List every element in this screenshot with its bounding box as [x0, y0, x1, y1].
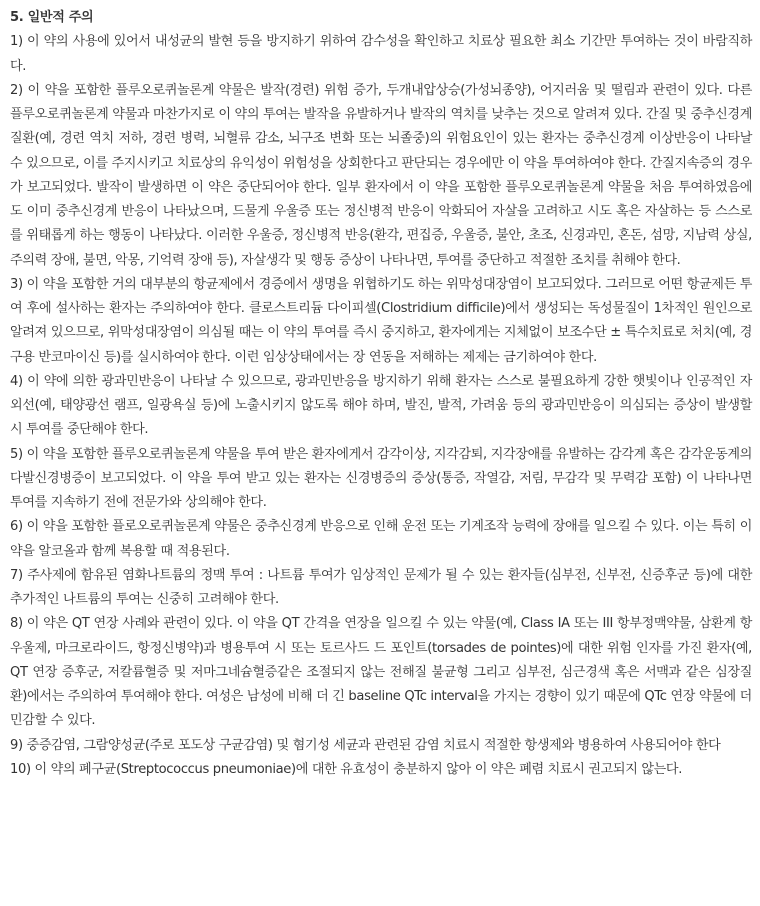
- paragraph-7: 7) 주사제에 함유된 염화나트륨의 정맥 투여 : 나트륨 투여가 임상적인 문제가 될 수 있는 환자들(심부전, 신부전, 신증후군 등)에 대한 추가적인 나트륨의 투여는 신중히 고려해야 한다.: [10, 567, 752, 607]
- paragraph-9: 9) 중증감염, 그람양성균(주로 포도상 구균감염) 및 혐기성 세균과 관련된 감염 치료시 적절한 항생제와 병용하여 사용되어야 한다: [10, 737, 721, 753]
- section-title: 5. 일반적 주의: [10, 10, 94, 25]
- paragraph-8: 8) 이 약은 QT 연장 사례와 관련이 있다. 이 약을 QT 간격을 연장을 일으킬 수 있는 약물(예, Class IA 또는 III 항부정맥약물, 삼환계 항우울제, 마크로라이드, 항정신병약)과 병용투여 시 또는 토르사드 드 포인트(torsades de pointes)에 대한 위험 인자를 가진 환자(예, QT 연장 증후군, 저칼륨혈증 및 저마그네슘혈증같은 조절되지 않는 전해질 불균형 그리고 심부전, 심근경색 혹은 서맥과 같은 심장질환)에서는 주의하여 투여해야 한다. 여성은 남성에 비해 더 긴 baseline QTc interval을 가지는 경향이 있기 때문에 QTc 연장 약물에 더 민감할 수 있다.: [10, 616, 752, 729]
- paragraph-3: 3) 이 약을 포함한 거의 대부분의 항균제에서 경증에서 생명을 위협하기도 하는 위막성대장염이 보고되었다. 그러므로 어떤 항균제든 투여 후에 설사하는 환자는 주의하여야 한다. 클로스트리듐 다이피셀(Clostridium difficile)에서 생성되는 독성물질이 1차적인 원인으로 알려져 있으므로, 위막성대장염이 의심될 때는 이 약의 투여를 즉시 중지하고, 환자에게는 지체없이 보조수단 ± 특수치료로 처치(예, 경구용 반코마이신 등)를 실시하여야 한다. 이런 임상상태에서는 장 연동을 저해하는 제제는 금기하여야 한다.: [10, 276, 752, 365]
- paragraph-5: 5) 이 약을 포함한 플루오로퀴놀론계 약물을 투여 받은 환자에게서 감각이상, 지각감퇴, 지각장애를 유발하는 감각계 혹은 감각운동계의 다발신경병증이 보고되었다. 이 약을 투여 받고 있는 환자는 신경병증의 증상(통증, 작열감, 저림, 무감각 및 무력감 포함) 이 나타나면 투여를 지속하기 전에 전문가와 상의해야 한다.: [10, 446, 752, 510]
- paragraph-10: 10) 이 약의 폐구균(Streptococcus pneumoniae)에 대한 유효성이 충분하지 않아 이 약은 폐렴 치료시 권고되지 않는다.: [10, 761, 683, 777]
- paragraph-4: 4) 이 약에 의한 광과민반응이 나타날 수 있으므로, 광과민반응을 방지하기 위해 환자는 스스로 불필요하게 강한 햇빛이나 인공적인 자외선(예, 태양광선 램프, 일광욕실 등)에 노출시키지 않도록 해야 하며, 발진, 발적, 가려움 등의 광과민반응이 의심되는 증상이 발생할 시 투여를 중단해야 한다.: [10, 373, 752, 438]
- paragraph-6: 6) 이 약을 포함한 플로오로퀴놀론계 약물은 중추신경계 반응으로 인해 운전 또는 기계조작 능력에 장애를 일으킬 수 있다. 이는 특히 이 약을 알코올과 함께 복용할 때 적용된다.: [10, 519, 752, 559]
- paragraph-1: 1) 이 약의 사용에 있어서 내성균의 발현 등을 방지하기 위하여 감수성을 확인하고 치료상 필요한 최소 기간만 투여하는 것이 바람직하다.: [10, 34, 752, 74]
- paragraph-2: 2) 이 약을 포함한 플루오로퀴놀론계 약물은 발작(경련) 위험 증가, 두개내압상승(가성뇌종양), 어지러움 및 떨림과 관련이 있다. 다른 플루오로퀴놀론계 약물과 마찬가지로 이 약의 투여는 발작을 유발하거나 발작의 역치를 낮추는 것으로 알려져 있다. 간질 및 중추신경계 질환(예, 경련 역치 저하, 경련 병력, 뇌혈류 감소, 뇌구조 변화 또는 뇌졸중)의 위험요인이 있는 환자는 중추신경계 이상반응이 나타날 수 있으므로, 이를 주지시키고 치료상의 유익성이 위험성을 상회한다고 판단되는 경우에만 이 약을 투여하여야 한다. 간질지속증의 경우가 보고되었다. 발작이 발생하면 이 약은 중단되어야 한다. 일부 환자에서 이 약을 포함한 플루오로퀴놀론계 약물을 처음 투여하였음에도 이미 중추신경계 반응이 나타났으며, 드물게 우울증 또는 정신병적 반응이 악화되어 자살을 고려하고 시도 혹은 자살하는 등 스스로를 위태롭게 하는 행동이 나타났다. 이러한 우울증, 정신병적 반응(환각, 편집증, 우울증, 불안, 초조, 신경과민, 혼돈, 섬망, 지남력 상실, 주의력 장애, 불면, 악몽, 기억력 장애 등), 자살생각 및 행동 증상이 나타나면, 투여를 중단하고 적절한 조치를 취해야 한다.: [10, 82, 752, 268]
